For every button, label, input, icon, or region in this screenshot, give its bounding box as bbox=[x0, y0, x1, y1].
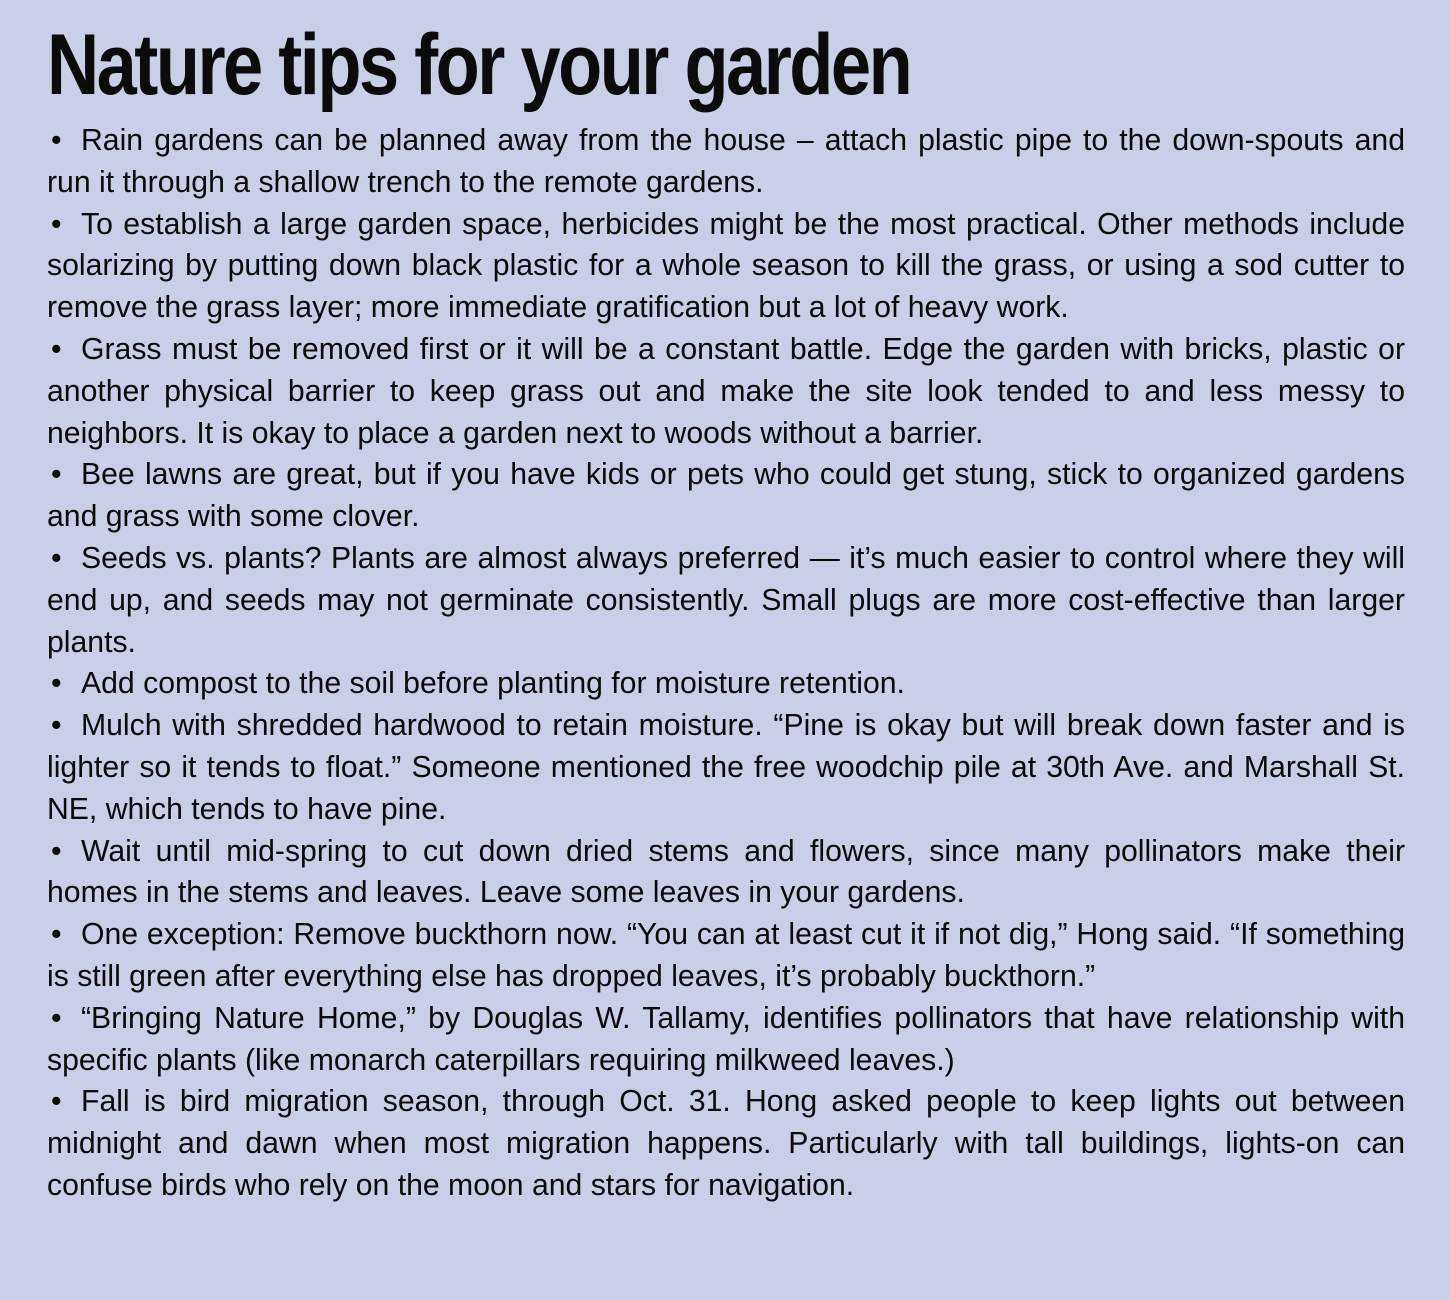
bullet-icon: • bbox=[51, 918, 62, 952]
tip-text: Add compost to the soil before planting for moisture retention. bbox=[81, 667, 905, 701]
bullet-icon: • bbox=[51, 1001, 62, 1035]
tip-item bbox=[47, 914, 1405, 998]
tip-item bbox=[47, 454, 1405, 538]
bullet-icon: • bbox=[51, 332, 62, 366]
tip-item bbox=[47, 663, 1405, 705]
tip-text: Mulch with shredded hardwood to retain moisture. “Pine is okay but will break down faster and is lighter so it tends to float.” Someone mentioned the free woodchip pile at 30th Ave. and Marshall St. NE, which tends to have pine. bbox=[47, 709, 1405, 826]
tip-item bbox=[47, 538, 1405, 663]
tip-item bbox=[47, 329, 1405, 454]
bullet-icon: • bbox=[51, 458, 62, 492]
tip-text: Bee lawns are great, but if you have kids or pets who could get stung, stick to organized gardens and grass with some clover. bbox=[47, 458, 1405, 534]
tip-text: Fall is bird migration season, through Oct. 31. Hong asked people to keep lights out between midnight and dawn when most migration happens. Particularly with tall buildings, lights-on can confuse birds who rely on the moon and stars for navigation. bbox=[47, 1085, 1405, 1202]
tip-text: One exception: Remove buckthorn now. “You can at least cut it if not dig,” Hong said. “If something is still green after everything else has dropped leaves, it’s probably buckthorn.” bbox=[47, 918, 1405, 993]
tip-item bbox=[47, 705, 1405, 830]
bullet-icon: • bbox=[51, 667, 62, 701]
bullet-icon: • bbox=[51, 207, 62, 241]
bullet-icon: • bbox=[51, 834, 62, 868]
tip-item bbox=[47, 120, 1405, 204]
bullet-icon: • bbox=[51, 709, 62, 743]
tip-text: Seeds vs. plants? Plants are almost always preferred — it’s much easier to control where they will end up, and seeds may not germinate consistently. Small plugs are more cost-effective than larger plants. bbox=[47, 541, 1405, 659]
tip-text: Wait until mid-spring to cut down dried stems and flowers, since many pollinators make their homes in the stems and leaves. Leave some leaves in your gardens. bbox=[47, 834, 1405, 910]
tip-item bbox=[47, 204, 1405, 329]
bullet-icon: • bbox=[51, 124, 62, 157]
tip-text: Rain gardens can be planned away from the house – attach plastic pipe to the down-spouts and run it through a shallow trench to the remote gardens. bbox=[47, 124, 1405, 199]
page-title: Nature tips for your garden bbox=[47, 17, 911, 113]
tip-item bbox=[47, 998, 1405, 1082]
tip-item bbox=[47, 1081, 1405, 1206]
tip-text: To establish a large garden space, herbicides might be the most practical. Other methods include solarizing by putting down black plastic for a whole season to kill the grass, or using a sod cutter to remove the grass layer; more immediate gratification but a lot of heavy work. bbox=[47, 207, 1405, 325]
tips-list bbox=[47, 120, 1405, 1207]
tip-text: Grass must be removed first or it will be a constant battle. Edge the garden with bricks, plastic or another physical barrier to keep grass out and make the site look tended to and less messy to neighbors. It is okay to place a garden next to woods without a barrier. bbox=[47, 332, 1405, 450]
tip-text: “Bringing Nature Home,” by Douglas W. Tallamy, identifies pollinators that have relationship with specific plants (like monarch caterpillars requiring milkweed leaves.) bbox=[47, 1001, 1405, 1077]
tip-item bbox=[47, 831, 1405, 915]
bullet-icon: • bbox=[51, 541, 62, 575]
garden-tips-panel bbox=[47, 10, 1405, 1207]
bullet-icon: • bbox=[51, 1085, 62, 1119]
